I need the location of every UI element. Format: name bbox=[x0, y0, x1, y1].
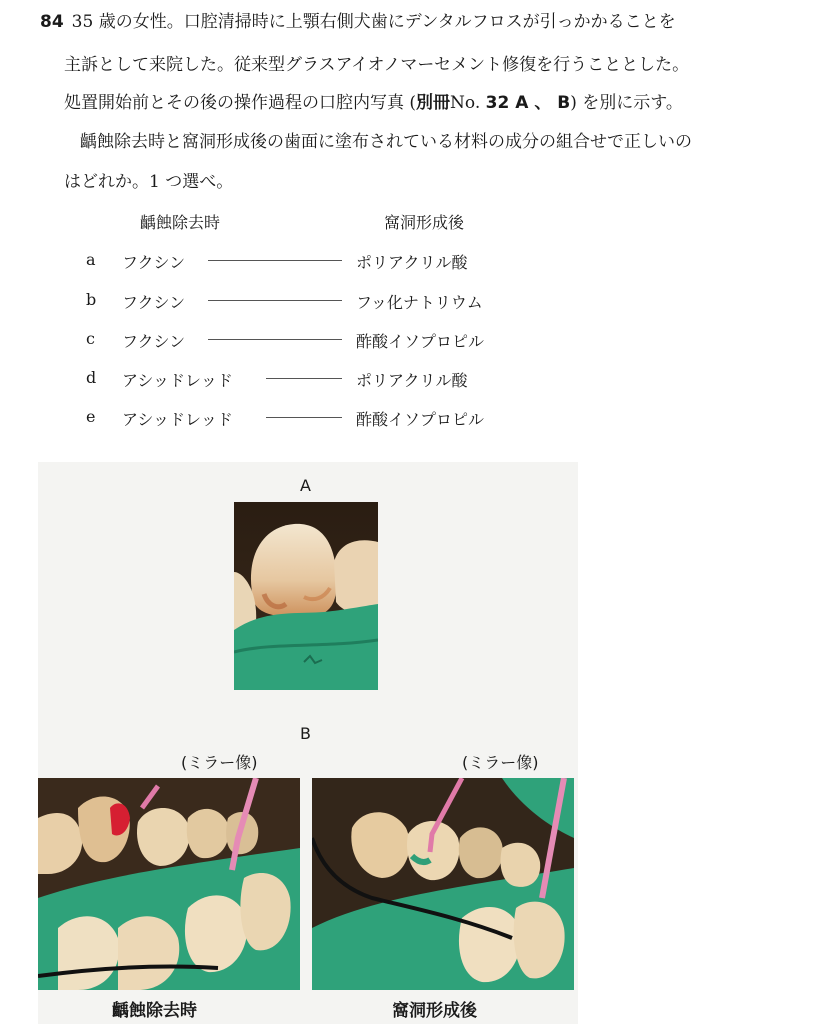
question-text-ref: 32 A 、 B bbox=[485, 93, 571, 113]
question-line-5: はどれか。1 つ選べ。 bbox=[64, 172, 234, 192]
caption-right: 窩洞形成後 bbox=[392, 1001, 477, 1021]
mirror-label-left: (ミラー像) bbox=[181, 753, 258, 772]
connector-line bbox=[266, 378, 342, 379]
question-text-1: 35 歳の女性。口腔清掃時に上顎右側犬歯にデンタルフロスが引っかかることを bbox=[71, 12, 676, 32]
option-letter: e bbox=[86, 407, 96, 426]
option-right: 酢酸イソプロピル bbox=[356, 332, 485, 351]
photo-b-left bbox=[38, 778, 300, 990]
caption-left: 齲蝕除去時 bbox=[112, 1001, 197, 1021]
question-text-3c: ) を別に示す。 bbox=[570, 93, 683, 113]
option-left: フクシン bbox=[122, 293, 186, 312]
connector-line bbox=[208, 339, 342, 340]
option-left: フクシン bbox=[122, 253, 186, 272]
column-head-left: 齲蝕除去時 bbox=[140, 213, 221, 232]
option-right: 酢酸イソプロピル bbox=[356, 410, 485, 429]
connector-line bbox=[208, 300, 342, 301]
connector-line bbox=[208, 260, 342, 261]
mirror-label-right: (ミラー像) bbox=[462, 753, 539, 772]
option-right: ポリアクリル酸 bbox=[356, 371, 468, 390]
question-line-1 bbox=[40, 14, 676, 31]
figure-panel bbox=[38, 462, 578, 1024]
option-left: アシッドレッド bbox=[122, 410, 233, 429]
option-letter: a bbox=[86, 250, 96, 269]
photo-a bbox=[234, 502, 378, 690]
connector-line bbox=[266, 417, 342, 418]
option-left: アシッドレッド bbox=[122, 371, 233, 390]
figure-label-a: A bbox=[300, 476, 311, 495]
question-line-4: 齲蝕除去時と窩洞形成後の歯面に塗布されている材料の成分の組合せで正しいの bbox=[80, 132, 692, 152]
column-head-right: 窩洞形成後 bbox=[384, 213, 465, 232]
option-right: フッ化ナトリウム bbox=[356, 293, 483, 312]
figure-label-b: B bbox=[300, 724, 311, 743]
question-line-2: 主訴として来院した。従来型グラスアイオノマーセメント修復を行うこととした。 bbox=[64, 55, 690, 75]
question-line-3 bbox=[64, 95, 683, 112]
option-letter: b bbox=[86, 290, 97, 309]
option-letter: d bbox=[86, 368, 97, 387]
photo-b-right bbox=[312, 778, 574, 990]
option-left: フクシン bbox=[122, 332, 186, 351]
question-number: 84 bbox=[40, 12, 64, 32]
option-letter: c bbox=[86, 329, 95, 348]
option-right: ポリアクリル酸 bbox=[356, 253, 468, 272]
question-text-bessatsu: 別冊 bbox=[416, 93, 451, 113]
question-text-3a: 処置開始前とその後の操作過程の口腔内写真 ( bbox=[64, 93, 417, 113]
question-text-no: No. bbox=[450, 93, 486, 113]
